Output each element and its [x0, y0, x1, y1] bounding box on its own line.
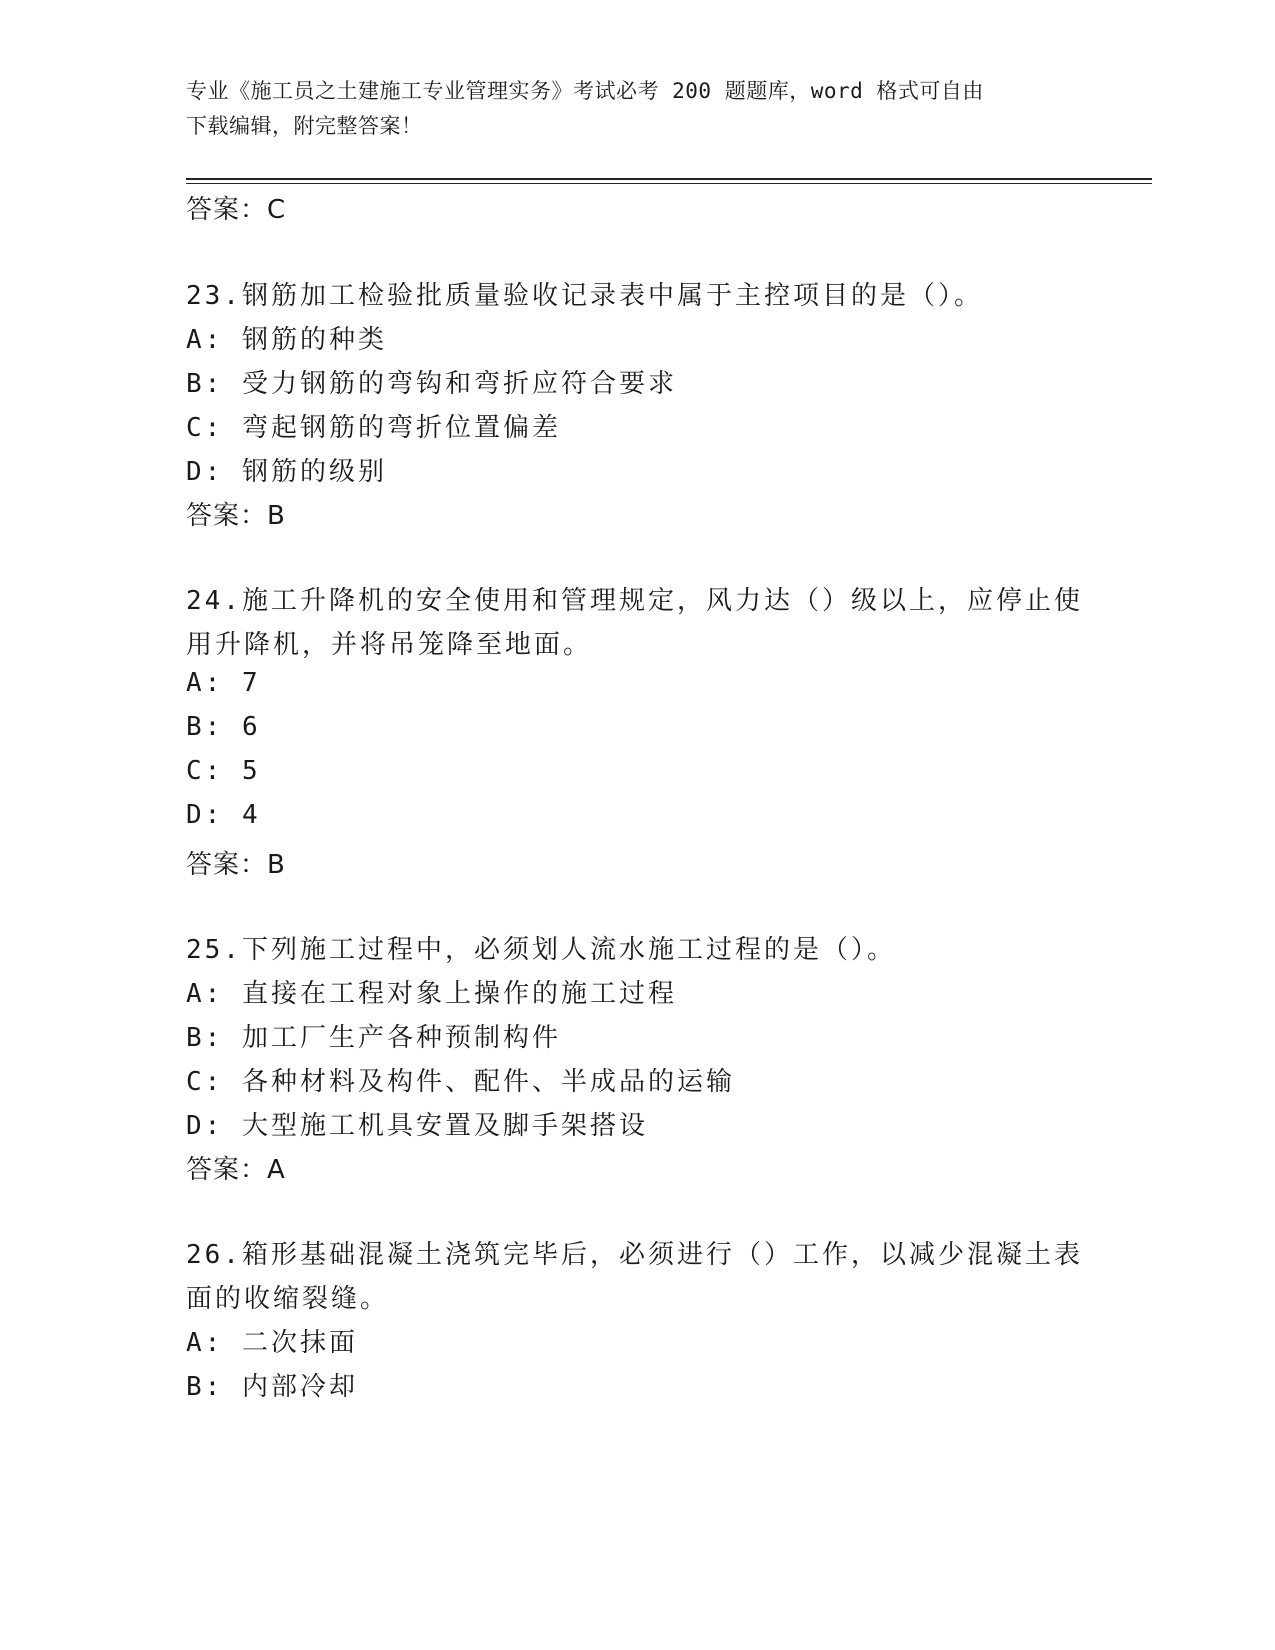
question-24-option-b: B: 6	[186, 712, 261, 742]
question-23-stem: 23.钢筋加工检验批质量验收记录表中属于主控项目的是（）。	[186, 281, 983, 311]
question-23-option-c: C: 弯起钢筋的弯折位置偏差	[186, 413, 561, 443]
question-23-option-d: D: 钢筋的级别	[186, 457, 387, 487]
header-line-1: 专业《施工员之土建施工专业管理实务》考试必考 200 题题库，word 格式可自由	[186, 79, 984, 103]
question-23-answer: 答案：B	[186, 501, 286, 531]
question-26-option-b: B: 内部冷却	[186, 1372, 358, 1402]
previous-answer: 答案：C	[186, 195, 287, 225]
document-header	[186, 74, 1066, 144]
question-23-option-a: A: 钢筋的种类	[186, 325, 387, 355]
header-divider-thin	[186, 183, 1152, 184]
question-24-stem-line-2: 用升降机，并将吊笼降至地面。	[186, 630, 593, 660]
question-25-option-c: C: 各种材料及构件、配件、半成品的运输	[186, 1067, 735, 1097]
question-23-option-b: B: 受力钢筋的弯钩和弯折应符合要求	[186, 369, 677, 399]
question-26-stem-line-2: 面的收缩裂缝。	[186, 1284, 390, 1314]
question-24-answer: 答案：B	[186, 850, 286, 880]
question-24-option-d: D: 4	[186, 800, 261, 830]
question-24-option-c: C: 5	[186, 756, 261, 786]
question-24-stem-line-1: 24.施工升降机的安全使用和管理规定，风力达（）级以上，应停止使	[186, 586, 1083, 616]
question-25-option-a: A: 直接在工程对象上操作的施工过程	[186, 979, 677, 1009]
question-26-option-a: A: 二次抹面	[186, 1328, 358, 1358]
header-divider-thick	[186, 178, 1152, 180]
question-25-option-d: D: 大型施工机具安置及脚手架搭设	[186, 1111, 648, 1141]
question-25-option-b: B: 加工厂生产各种预制构件	[186, 1023, 561, 1053]
question-24-option-a: A: 7	[186, 668, 261, 698]
question-25-stem: 25.下列施工过程中，必须划人流水施工过程的是（）。	[186, 935, 896, 965]
question-26-stem-line-1: 26.箱形基础混凝土浇筑完毕后，必须进行（）工作，以减少混凝土表	[186, 1240, 1083, 1270]
question-25-answer: 答案：A	[186, 1155, 286, 1185]
header-line-2: 下载编辑，附完整答案！	[186, 114, 423, 138]
